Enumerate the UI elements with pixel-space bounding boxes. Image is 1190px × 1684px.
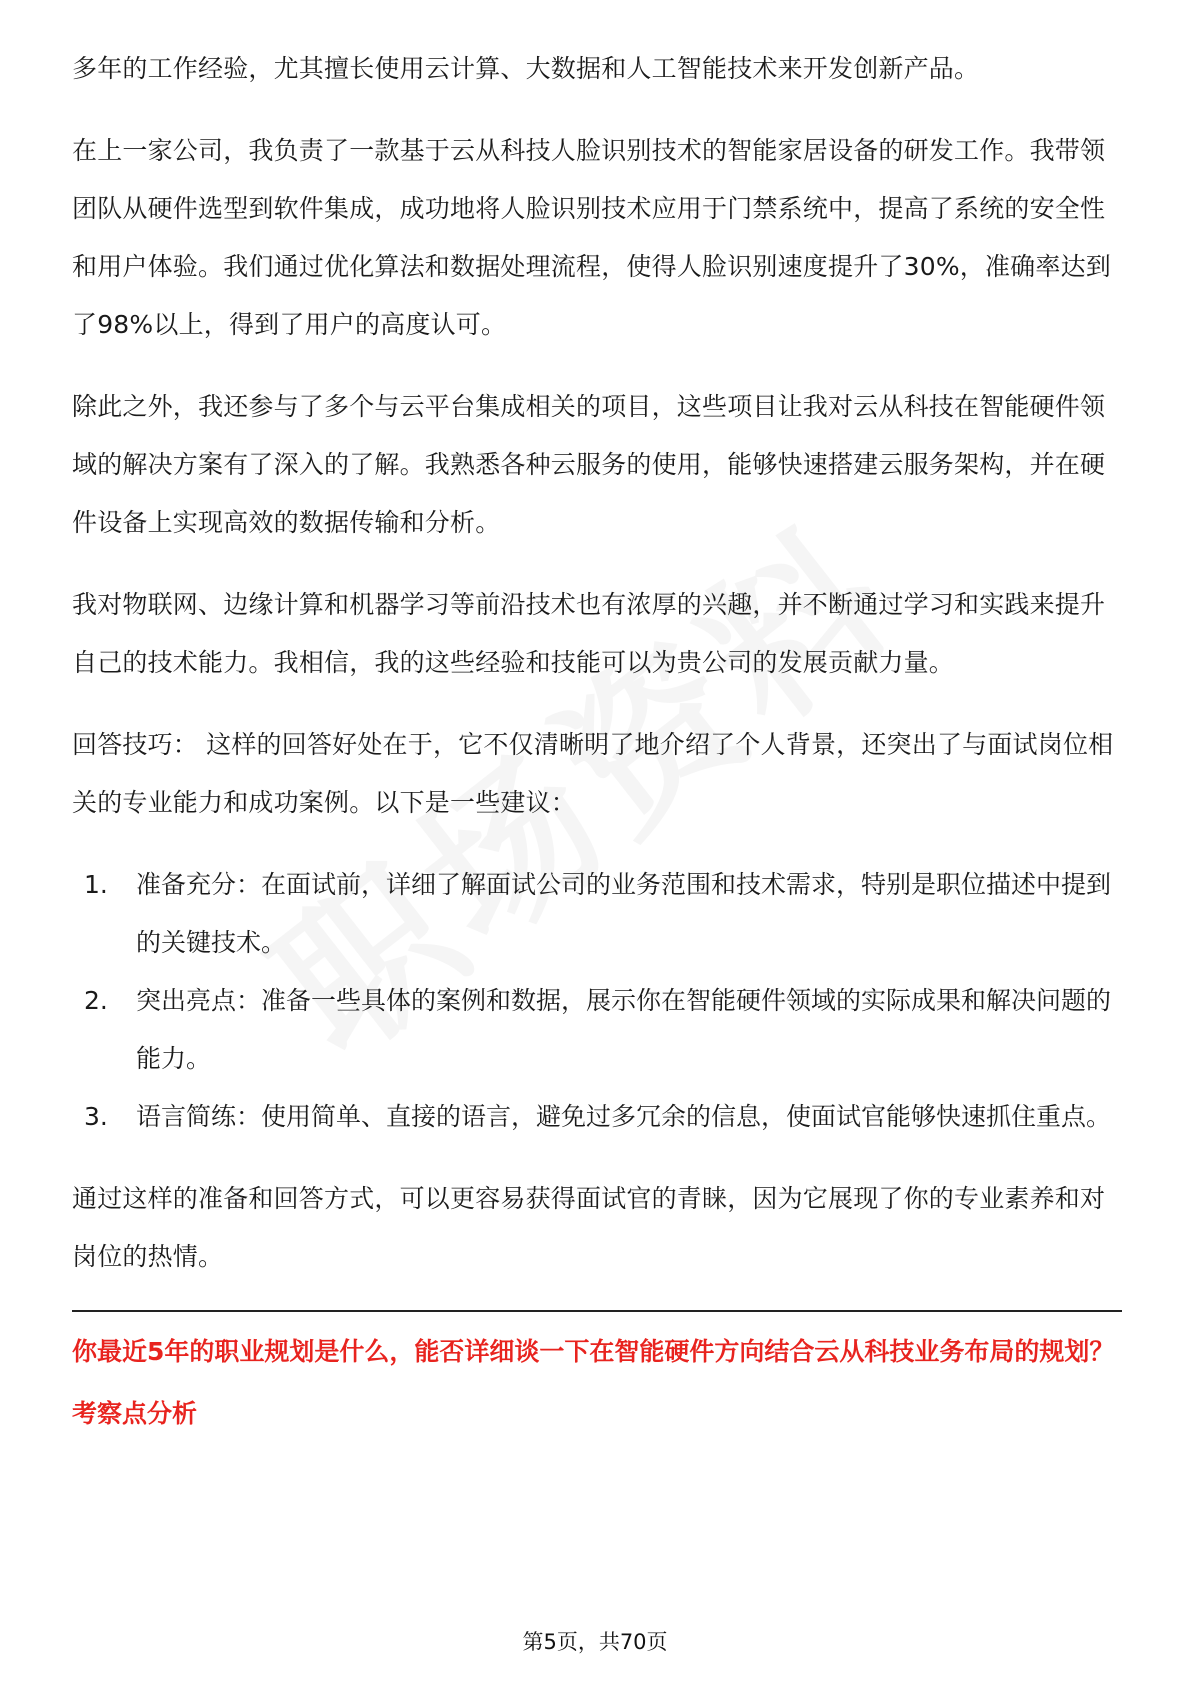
section-title: 考察点分析 — [72, 1399, 198, 1428]
list-item-number: 2. — [84, 986, 108, 1015]
list-item-number: 1. — [84, 870, 108, 899]
list-item — [72, 856, 1122, 972]
paragraph-conclusion: 通过这样的准备和回答方式，可以更容易获得面试官的青睐，因为它展现了你的专业素养和对岗位的热情。 — [72, 1184, 1106, 1271]
list-item-text: 准备充分：在面试前，详细了解面试公司的业务范围和技术需求，特别是职位描述中提到的关键技术。 — [136, 870, 1112, 957]
list-item — [72, 972, 1122, 1088]
section-divider — [72, 1310, 1122, 1312]
list-item-number: 3. — [84, 1102, 108, 1131]
list-item — [72, 1088, 1122, 1146]
paragraph-interests: 我对物联网、边缘计算和机器学习等前沿技术也有浓厚的兴趣，并不断通过学习和实践来提升自己的技术能力。我相信，我的这些经验和技能可以为贵公司的发展贡献力量。 — [72, 590, 1106, 677]
list-item-text: 突出亮点：准备一些具体的案例和数据，展示你在智能硬件领域的实际成果和解决问题的能力。 — [136, 986, 1112, 1073]
paragraph-intro-continuation: 多年的工作经验，尤其擅长使用云计算、大数据和人工智能技术来开发创新产品。 — [72, 54, 980, 83]
paragraph-previous-company: 在上一家公司，我负责了一款基于云从科技人脸识别技术的智能家居设备的研发工作。我带领团队从硬件选型到软件集成，成功地将人脸识别技术应用于门禁系统中，提高了系统的安全性和用户体验。我们通过优化算法和数据处理流程，使得人脸识别速度提升了30%，准确率达到了98%以上，得到了用户的高度认可。 — [72, 136, 1111, 339]
page-number-footer: 第5页，共70页 — [522, 1630, 668, 1654]
list-item-text: 语言简练：使用简单、直接的语言，避免过多冗余的信息，使面试官能够快速抓住重点。 — [136, 1102, 1112, 1131]
tips-list — [72, 856, 1122, 1146]
interview-question: 你最近5年的职业规划是什么，能否详细谈一下在智能硬件方向结合云从科技业务布局的规划？ — [72, 1337, 1115, 1366]
paragraph-answer-tips: 回答技巧： 这样的回答好处在于，它不仅清晰明了地介绍了个人背景，还突出了与面试岗位相关的专业能力和成功案例。以下是一些建议： — [72, 730, 1114, 817]
paragraph-cloud-projects: 除此之外，我还参与了多个与云平台集成相关的项目，这些项目让我对云从科技在智能硬件领域的解决方案有了深入的了解。我熟悉各种云服务的使用，能够快速搭建云服务架构，并在硬件设备上实现高效的数据传输和分析。 — [72, 392, 1106, 537]
page-content — [72, 40, 1122, 1432]
